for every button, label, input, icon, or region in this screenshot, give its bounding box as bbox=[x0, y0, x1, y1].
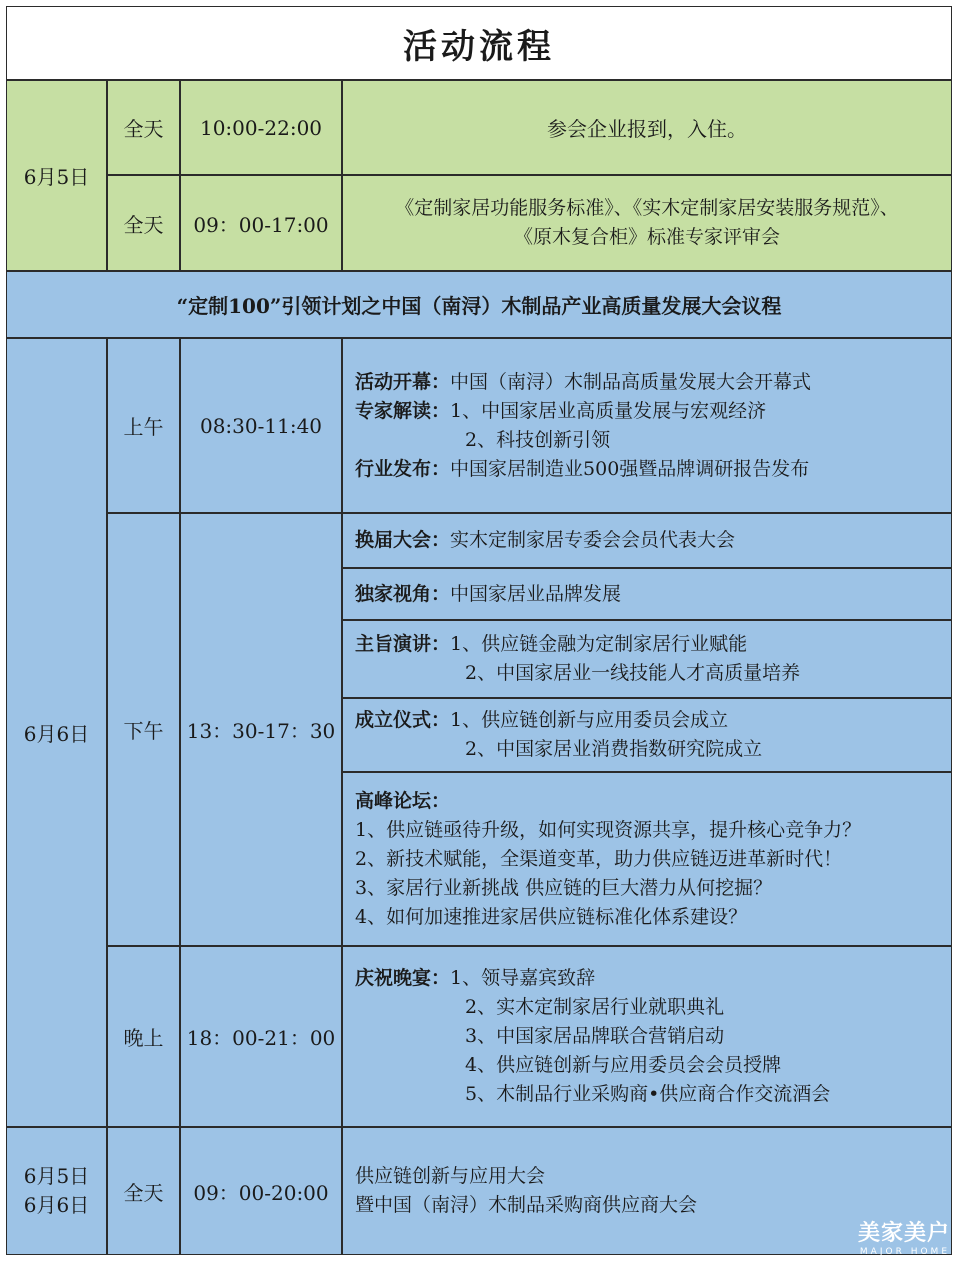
period-cell: 全天 bbox=[107, 80, 180, 175]
content-cell bbox=[342, 175, 952, 271]
time-cell: 09：00-17:00 bbox=[180, 175, 342, 271]
evening-agenda bbox=[342, 946, 952, 1127]
agenda-line bbox=[355, 964, 951, 993]
afternoon-session bbox=[342, 513, 952, 568]
agenda-text: 中国家居制造业500强暨品牌调研报告发布 bbox=[450, 457, 810, 480]
agenda-label: 专家解读： bbox=[355, 399, 451, 422]
content-cell: 参会企业报到，入住。 bbox=[342, 80, 952, 175]
agenda-line: 2、实木定制家居行业就职典礼 bbox=[465, 996, 725, 1018]
agenda-line: 4、如何加速推进家居供应链标准化体系建设？ bbox=[355, 905, 748, 928]
period-cell-evening: 晚上 bbox=[107, 946, 180, 1127]
afternoon-session bbox=[342, 698, 952, 772]
agenda-label: 主旨演讲： bbox=[355, 633, 451, 655]
watermark-brand: 美家美户 bbox=[857, 1221, 950, 1246]
agenda-label: 庆祝晚宴： bbox=[355, 967, 451, 989]
date-cell-jun5: 6月5日 bbox=[6, 80, 107, 271]
agenda-line: 5、木制品行业采购商•供应商合作交流酒会 bbox=[465, 1083, 831, 1105]
period-cell-afternoon: 下午 bbox=[107, 513, 180, 946]
date-cell-both bbox=[6, 1127, 107, 1255]
agenda-line: 3、中国家居品牌联合营销启动 bbox=[465, 1025, 725, 1047]
time-cell: 13：30-17：30 bbox=[180, 513, 342, 946]
watermark-sub: MAJOR HOME bbox=[859, 1247, 950, 1257]
time-cell: 09：00-20:00 bbox=[180, 1127, 342, 1255]
agenda-text: 1、中国家居业高质量发展与宏观经济 bbox=[450, 399, 767, 422]
agenda-text: 实木定制家居专委会会员代表大会 bbox=[450, 529, 736, 551]
agenda-line bbox=[355, 368, 951, 397]
agenda-line: 供应链创新与应用大会 bbox=[355, 1165, 546, 1187]
agenda-label: 换届大会： bbox=[355, 529, 451, 551]
agenda-line bbox=[355, 706, 951, 735]
date-cell-jun6: 6月6日 bbox=[6, 338, 107, 1127]
agenda-label: 高峰论坛： bbox=[355, 789, 451, 812]
agenda-label: 成立仪式： bbox=[355, 709, 451, 731]
agenda-text: 1、供应链创新与应用委员会成立 bbox=[450, 709, 729, 731]
agenda-text: 中国家居业品牌发展 bbox=[450, 582, 622, 605]
period-cell: 全天 bbox=[107, 1127, 180, 1255]
agenda-banner: “定制100”引领计划之中国（南浔）木制品产业高质量发展大会议程 bbox=[6, 271, 952, 338]
agenda-line bbox=[355, 630, 951, 659]
agenda-text: 1、供应链金融为定制家居行业赋能 bbox=[450, 633, 748, 655]
agenda-line bbox=[355, 455, 951, 484]
afternoon-session bbox=[342, 568, 952, 620]
agenda-text: 中国（南浔）木制品高质量发展大会开幕式 bbox=[450, 370, 812, 393]
agenda-line: 4、供应链创新与应用委员会会员授牌 bbox=[465, 1054, 782, 1076]
content-line: 《定制家居功能服务标准》、《实木定制家居安装服务规范》、 bbox=[395, 197, 899, 219]
period-cell-morning: 上午 bbox=[107, 338, 180, 513]
page-title: 活动流程 bbox=[6, 6, 952, 80]
time-cell: 08:30-11:40 bbox=[180, 338, 342, 513]
agenda-line bbox=[355, 526, 951, 555]
content-line: 《原木复合柜》标准专家评审会 bbox=[513, 226, 780, 248]
agenda-line: 1、供应链亟待升级，如何实现资源共享，提升核心竞争力？ bbox=[355, 818, 862, 841]
agenda-text: 1、领导嘉宾致辞 bbox=[450, 967, 596, 989]
brand-watermark bbox=[858, 1216, 950, 1257]
time-cell: 18：00-21：00 bbox=[180, 946, 342, 1127]
agenda-line: 暨中国（南浔）木制品采购商供应商大会 bbox=[355, 1194, 698, 1216]
agenda-line: 2、中国家居业消费指数研究院成立 bbox=[465, 738, 763, 760]
period-cell: 全天 bbox=[107, 175, 180, 271]
agenda-line: 3、家居行业新挑战 供应链的巨大潜力从何挖掘？ bbox=[355, 876, 773, 899]
agenda-label: 独家视角： bbox=[355, 582, 451, 605]
time-cell: 10:00-22:00 bbox=[180, 80, 342, 175]
agenda-line: 2、新技术赋能，全渠道变革，助力供应链迈进革新时代！ bbox=[355, 847, 843, 870]
afternoon-session bbox=[342, 620, 952, 698]
agenda-label: 活动开幕： bbox=[355, 370, 451, 393]
agenda-label: 行业发布： bbox=[355, 457, 451, 480]
agenda-line bbox=[355, 580, 951, 609]
date-line: 6月6日 bbox=[23, 1193, 90, 1217]
agenda-line: 2、中国家居业一线技能人才高质量培养 bbox=[465, 662, 801, 684]
date-line: 6月5日 bbox=[23, 1164, 90, 1188]
agenda-line bbox=[355, 397, 951, 426]
morning-agenda bbox=[342, 338, 952, 513]
forum-session bbox=[342, 772, 952, 946]
agenda-line: 2、科技创新引领 bbox=[465, 428, 611, 451]
